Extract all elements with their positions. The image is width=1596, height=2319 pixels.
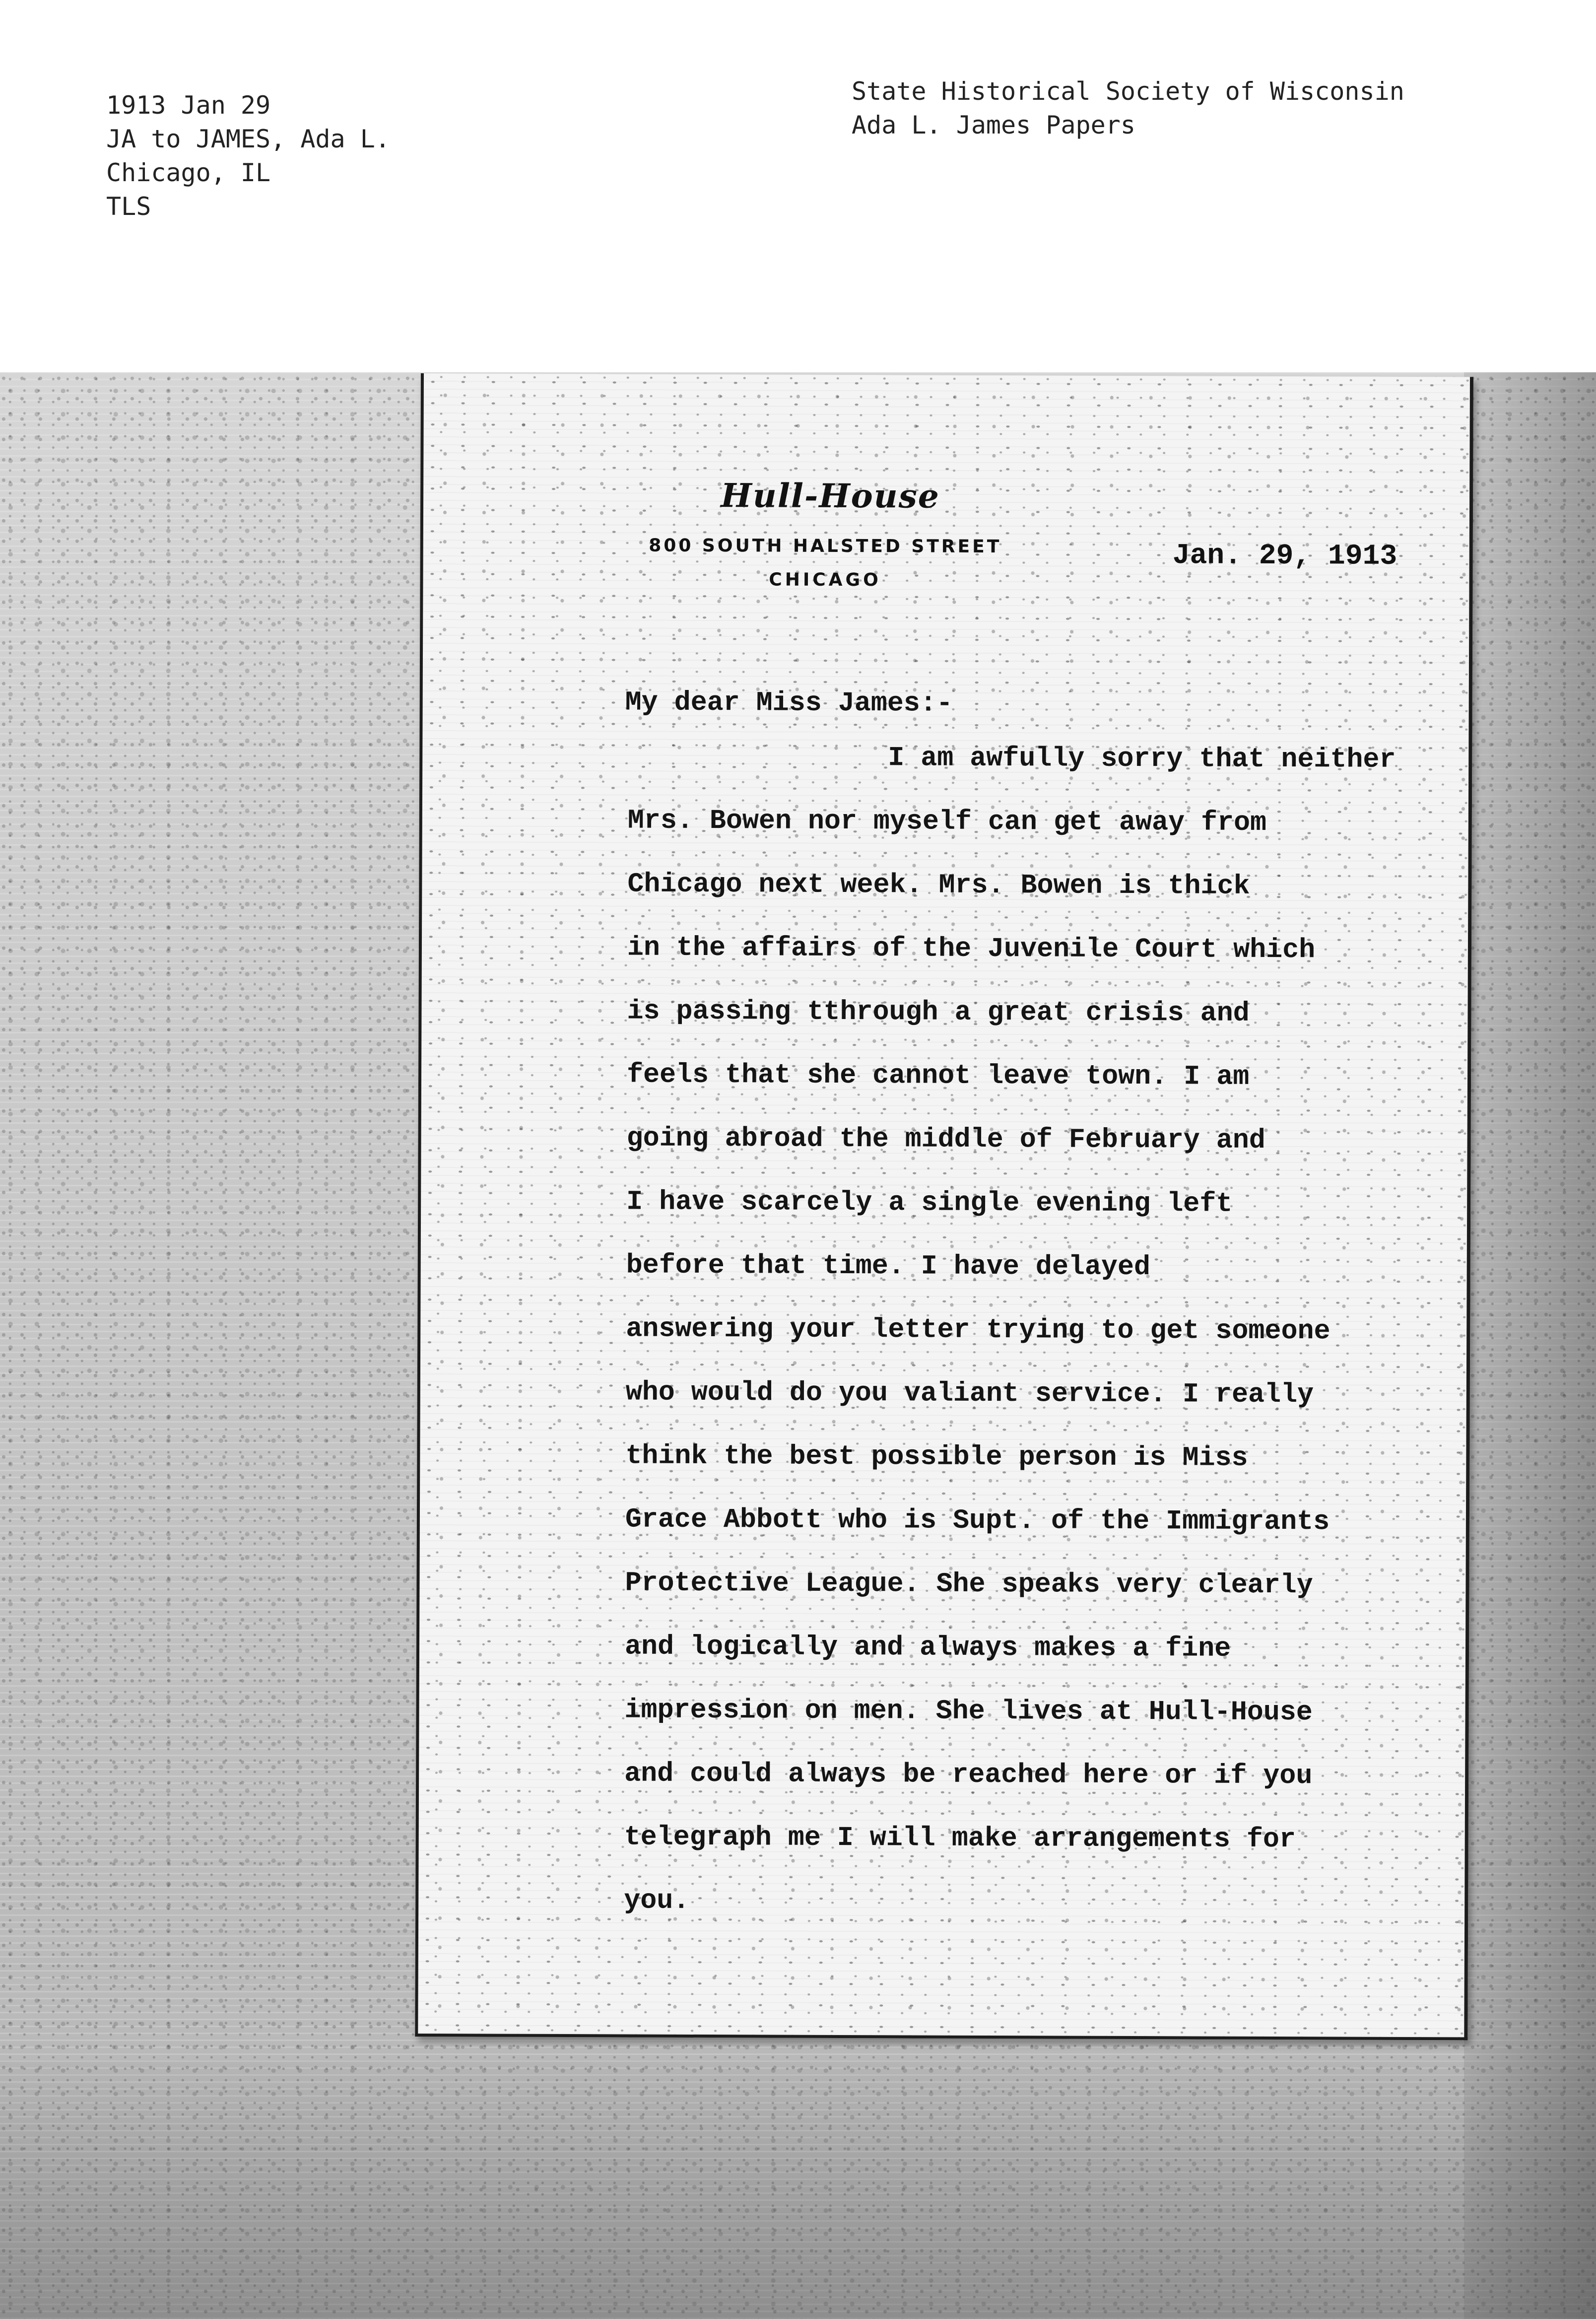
body-line: think the best possible person is Miss: [625, 1440, 1248, 1474]
letter-body: [624, 686, 1464, 1916]
repository-name: State Historical Society of Wisconsin: [852, 77, 1404, 106]
letterhead-street: 800 SOUTH HALSTED STREET: [649, 535, 1002, 557]
body-line: feels that she cannot leave town. I am: [626, 1059, 1250, 1092]
scan-shadow-right: [1464, 372, 1596, 2319]
body-line: and could always be reached here or if you: [624, 1758, 1313, 1792]
body-line: answering your letter trying to get someone: [626, 1313, 1330, 1347]
catalog-correspondents: JA to JAMES, Ada L.: [106, 125, 390, 153]
body-line: I have scarcely a single evening left: [626, 1186, 1233, 1220]
body-line: in the affairs of the Juvenile Court which: [627, 932, 1316, 966]
letterhead-name: Hull-House: [721, 476, 940, 516]
catalog-type: TLS: [106, 192, 151, 221]
body-line: going abroad the middle of February and: [626, 1122, 1265, 1156]
letterhead-city: CHICAGO: [769, 569, 881, 591]
body-line: before that time. I have delayed: [626, 1249, 1151, 1283]
repository-info: [852, 74, 1404, 142]
body-line: Chicago next week. Mrs. Bowen is thick: [627, 868, 1250, 902]
collection-name: Ada L. James Papers: [852, 111, 1135, 139]
body-line: I am awfully sorry that neither: [888, 742, 1396, 775]
body-line: and logically and always makes a fine: [624, 1631, 1231, 1664]
catalog-date: 1913 Jan 29: [106, 91, 271, 120]
body-line: Grace Abbott who is Supt. of the Immigrants: [625, 1503, 1330, 1538]
body-line: impression on men. She lives at Hull-House: [624, 1694, 1313, 1728]
scan-shadow-bottom: [0, 2060, 1596, 2319]
body-line: Protective League. She speaks very clearly: [625, 1567, 1313, 1601]
body-line: you.: [624, 1885, 690, 1916]
catalog-place: Chicago, IL: [106, 158, 271, 187]
body-line: telegraph me I will make arrangements for: [624, 1821, 1296, 1855]
letter-date: Jan. 29, 1913: [1172, 540, 1397, 573]
salutation: My dear Miss James:-: [625, 686, 953, 719]
letter-sheet: [415, 373, 1473, 2040]
body-line: who would do you valiant service. I really: [625, 1376, 1314, 1411]
body-line: is passing tthrough a great crisis and: [627, 995, 1250, 1029]
body-line: Mrs. Bowen nor myself can get away from: [627, 805, 1267, 838]
catalog-info: [106, 88, 390, 223]
